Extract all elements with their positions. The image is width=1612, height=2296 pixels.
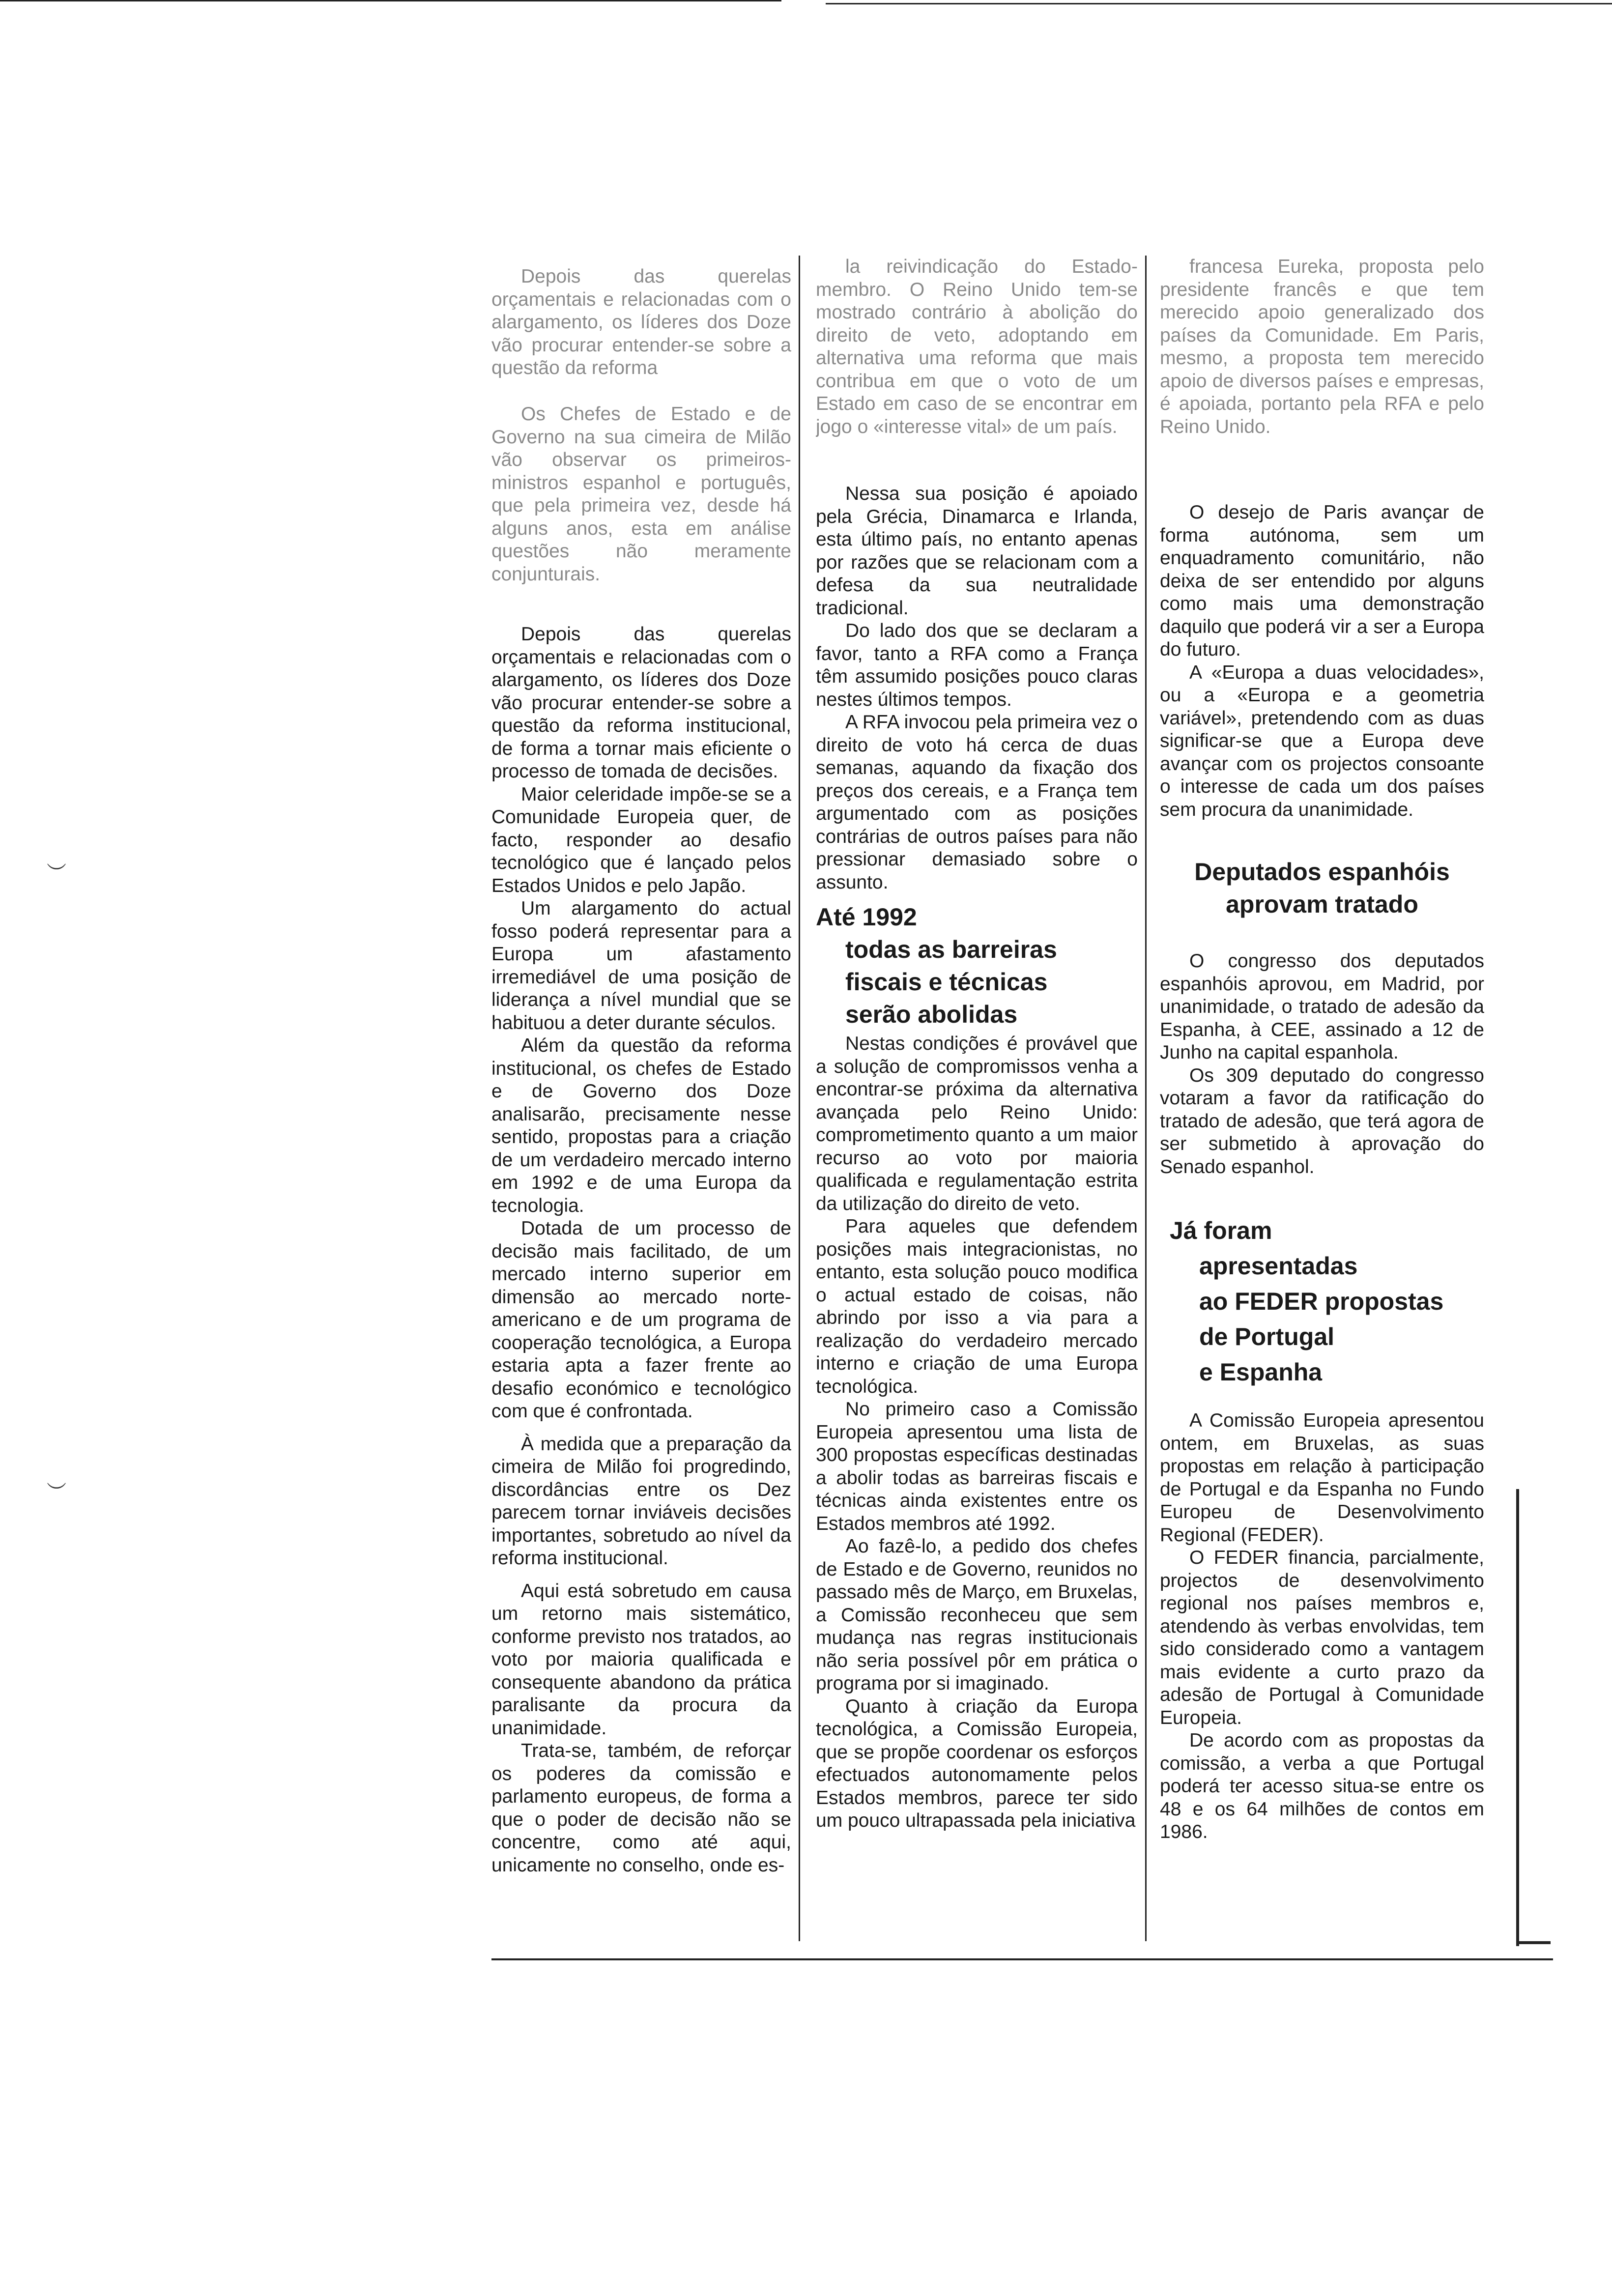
body-paragraph: A Comissão Europeia apresentou ontem, em Bruxelas, as suas propostas em relação à participação de Portugal e da Espanha no Fundo Europeu de Desenvolvimento Regional (FEDER). xyxy=(1160,1410,1484,1546)
body-paragraph: Depois das querelas orçamentais e relacionadas com o alargamento, os líderes dos Doze vão procurar entender-se sobre a questão da reforma institucional, de forma a tornar mais eficiente o processo de tomada de decisões. xyxy=(491,624,791,782)
punch-hole-mark-lower: ︶ xyxy=(47,1482,66,1503)
column-divider-1 xyxy=(799,256,800,1941)
body-paragraph: O congresso dos deputados espanhóis aprovou, em Madrid, por unanimidade, o tratado de adesão da Espanha, à CEE, assinado a 12 de Junho na capital espanhola. xyxy=(1160,950,1484,1063)
body-paragraph: Um alargamento do actual fosso poderá representar para a Europa um afastamento irremediável de uma posição de liderança a nível mundial que se habituou a deter durante séculos. xyxy=(491,898,791,1033)
section-heading-ate-1992 xyxy=(816,901,1138,1031)
section-heading-deputados xyxy=(1160,856,1484,920)
body-paragraph: Dotada de um processo de decisão mais facilitado, de um mercado interno superior em dimensão ao mercado norte-americano e de um programa de cooperação tecnológica, a Europa estaria apta a fazer frente ao desafio económico e tecnológico com que é confrontada. xyxy=(491,1218,791,1422)
story-bracket-foot xyxy=(1516,1941,1551,1944)
article-column-3 xyxy=(1160,256,1484,1844)
body-paragraph: A RFA invocou pela primeira vez o direito de voto há cerca de duas semanas, aquando da fixação dos preços dos cereais, e a França tem argumentado com as posições contrárias de outros países para não pressionar demasiado sobre o assunto. xyxy=(816,712,1138,893)
body-paragraph: Trata-se, também, de reforçar os poderes da comissão e parlamento europeus, de forma a que o poder de decisão não se concentre, como até aqui, unicamente no conselho, onde es- xyxy=(491,1740,791,1876)
body-paragraph: Para aqueles que defendem posições mais integracionistas, no entanto, esta solução pouco modifica o actual estado de coisas, não abrindo por isso a via para a realização do verdadeiro mercado interno e criação de uma Europa tecnológica. xyxy=(816,1216,1138,1397)
body-paragraph: O desejo de Paris avançar de forma autónoma, sem um enquadramento comunitário, não deixa de ser entendido por alguns como mais uma demonstração daquilo que poderá vir a ser a Europa do futuro. xyxy=(1160,502,1484,660)
body-paragraph: No primeiro caso a Comissão Europeia apresentou uma lista de 300 propostas específicas destinadas a abolir todas as barreiras fiscais e técnicas ainda existentes entre os Estados membros até 1992. xyxy=(816,1399,1138,1534)
body-paragraph: Ao fazê-lo, a pedido dos chefes de Estado e de Governo, reunidos no passado mês de Março, em Bruxelas, a Comissão reconheceu que sem mudança nas regras institucionais não seria possível pôr em prática o programa por si imaginado. xyxy=(816,1536,1138,1694)
heading-line: apresentadas xyxy=(1199,1252,1358,1280)
body-paragraph: Nestas condições é provável que a solução de compromissos venha a encontrar-se próxima da alternativa avançada pelo Reino Unido: comprometimento quanto a um maior recurso ao voto por maioria qualificada e regulamentação estrita da utilização do direito de veto. xyxy=(816,1033,1138,1214)
heading-line: serão abolidas xyxy=(845,1001,1018,1028)
bottom-rule xyxy=(491,1958,1553,1960)
body-paragraph: Nessa sua posição é apoiado pela Grécia, Dinamarca e Irlanda, esta último país, no entanto apenas por razões que se relacionam com a defesa da sua neutralidade tradicional. xyxy=(816,483,1138,619)
faded-intro-text: francesa Eureka, proposta pelo presidente francês e que tem merecido apoio generalizado dos países da Comunidade. Em Paris, mesmo, a proposta tem merecido apoio de diversos países e empresas, é apoiada, portanto pela RFA e pelo Reino Unido. xyxy=(1160,256,1484,437)
body-paragraph: O FEDER financia, parcialmente, projectos de desenvolvimento regional nos países membros e, atendendo às verbas envolvidas, tem sido considerado como a vantagem mais evidente a curto prazo da adesão de Portugal à Comunidade Europeia. xyxy=(1160,1547,1484,1728)
top-scan-line xyxy=(0,0,781,1)
body-paragraph: Do lado dos que se declaram a favor, tanto a RFA como a França têm assumido posições pouco claras nestes últimos tempos. xyxy=(816,620,1138,710)
section-heading-feder xyxy=(1170,1213,1484,1390)
faded-intro-text-2: Os Chefes de Estado e de Governo na sua cimeira de Milão vão observar os primeiros-ministros espanhol e português, que pela primeira vez, desde há alguns anos, esta em análise questões não meramente conjunturais. xyxy=(491,403,791,585)
article-column-1 xyxy=(491,265,791,1877)
body-paragraph: Quanto à criação da Europa tecnológica, a Comissão Europeia, que se propõe coordenar os esforços efectuados autonomamente pelos Estados membros, parece ter sido um pouco ultrapassada pela iniciativa xyxy=(816,1695,1138,1831)
article-column-2 xyxy=(816,256,1138,1833)
heading-line: ao FEDER propostas xyxy=(1199,1288,1444,1315)
faded-intro-text: Depois das querelas orçamentais e relacionadas com o alargamento, os líderes dos Doze vão procurar entender-se sobre a questão da reforma xyxy=(491,266,791,378)
punch-hole-mark-upper: ︶ xyxy=(47,862,66,884)
story-bracket-vertical xyxy=(1516,1489,1519,1946)
heading-line: Até 1992 xyxy=(816,903,917,931)
body-paragraph: De acordo com as propostas da comissão, a verba a que Portugal poderá ter acesso situa-se entre os 48 e os 64 milhões de contos em 1986. xyxy=(1160,1730,1484,1842)
faded-intro-text: la reivindicação do Estado-membro. O Reino Unido tem-se mostrado contrário à abolição do direito de veto, adoptando em alternativa uma reforma que mais contribua em que o voto de um Estado em caso de se encontrar em jogo o «interesse vital» de um país. xyxy=(816,256,1138,437)
top-scan-line-right xyxy=(826,3,1612,4)
body-paragraph: Os 309 deputado do congresso votaram a favor da ratificação do tratado de adesão, que terá agora de ser submetido à aprovação do Senado espanhol. xyxy=(1160,1064,1484,1177)
body-paragraph: Além da questão da reforma institucional, os chefes de Estado e de Governo dos Doze analisarão, precisamente nesse sentido, propostas para a criação de um verdadeiro mercado interno em 1992 e de uma Europa da tecnologia. xyxy=(491,1035,791,1216)
heading-line: Deputados espanhóis xyxy=(1194,858,1450,886)
heading-line: de Portugal xyxy=(1199,1323,1335,1350)
heading-line: todas as barreiras xyxy=(845,936,1057,963)
heading-line: fiscais e técnicas xyxy=(845,968,1048,996)
heading-line: e Espanha xyxy=(1199,1358,1323,1386)
heading-line: Já foram xyxy=(1170,1217,1272,1244)
body-paragraph: A «Europa a duas velocidades», ou a «Europa e a geometria variável», pretendendo com as duas significar-se que a Europa deve avançar com os projectos consoante o interesse de cada um dos países sem procura da unanimidade. xyxy=(1160,661,1484,820)
column-divider-2 xyxy=(1145,256,1147,1941)
body-paragraph: Maior celeridade impõe-se se a Comunidade Europeia quer, de facto, responder ao desafio tecnológico que é lançado pelos Estados Unidos e pelo Japão. xyxy=(491,783,791,896)
body-paragraph: À medida que a preparação da cimeira de Milão foi progredindo, discordâncias entre os Dez parecem tornar inviáveis decisões importantes, sobretudo ao nível da reforma institucional. xyxy=(491,1433,791,1569)
heading-line: aprovam tratado xyxy=(1226,890,1418,918)
body-paragraph: Aqui está sobretudo em causa um retorno mais sistemático, conforme previsto nos tratados, ao voto por maioria qualificada e consequente abandono da prática paralisante da procura da unanimidade. xyxy=(491,1580,791,1739)
